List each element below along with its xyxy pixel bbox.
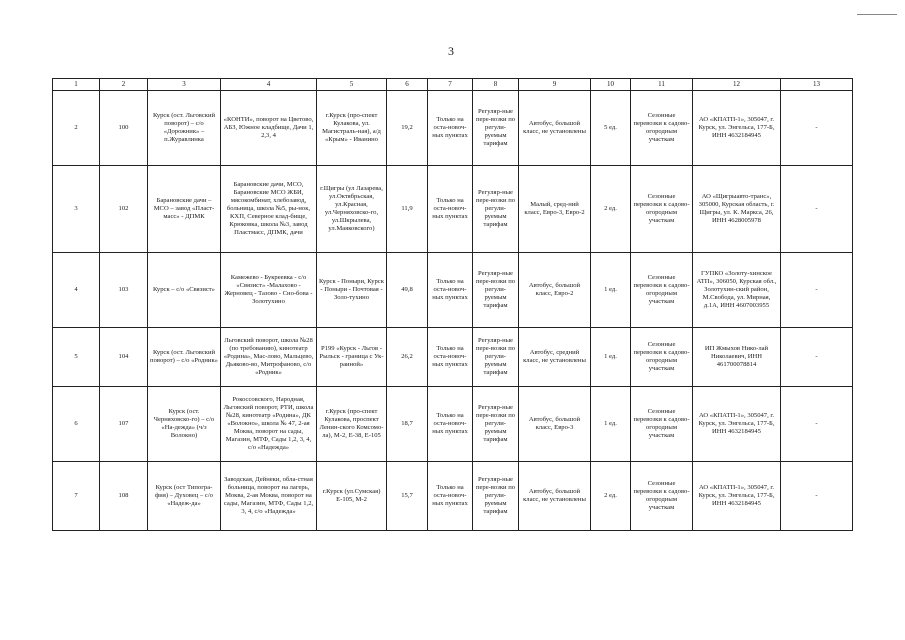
- table-row: [53, 166, 853, 253]
- route-number-cell: 104: [100, 328, 148, 387]
- route-register-table: [52, 78, 853, 531]
- route-name-cell: Курск – с/о «Связист»: [148, 253, 221, 328]
- column-number: 3: [148, 79, 221, 91]
- stop-order-cell: Только на оста-новоч-ных пунктах: [428, 328, 473, 387]
- column-number: 7: [428, 79, 473, 91]
- transport-type-cell: Регуляр-ные пере-возки по регули-руемым тарифам: [473, 166, 519, 253]
- schedule-cell: Сезонные перевозки к садово-огородным участкам: [631, 387, 693, 462]
- transport-type-cell: Регуляр-ные пере-возки по регули-руемым тарифам: [473, 462, 519, 531]
- note-cell: -: [781, 166, 853, 253]
- stops-cell: Льговский поворот, школа №28 (по требованию), кинотеатр «Родина», Мас-лово, Мальцево, Дьяково-во, Митрофаново, с/о «Родник»: [221, 328, 317, 387]
- route-name-cell: Курск (ост. Льговский поворот) – с/о «Родник»: [148, 328, 221, 387]
- note-cell: -: [781, 328, 853, 387]
- length-cell: 26,2: [387, 328, 428, 387]
- route-number-cell: 107: [100, 387, 148, 462]
- stops-cell: Рокоссовского, Народная, Льговский поворот, РТИ, школа №28, кинотеатр «Родина», ДК «Волокно», школа № 47, 2-ая Моква, поворот на сады, Магазин, МТФ, Сады 1,2, 3, 4, с/о «Надежда»: [221, 387, 317, 462]
- length-cell: 11,9: [387, 166, 428, 253]
- note-cell: -: [781, 253, 853, 328]
- table-row: [53, 462, 853, 531]
- streets-cell: г.Курск (ул.Сумская) Е-105, М-2: [317, 462, 387, 531]
- schedule-cell: Сезонные перевозки к садово-огородным участкам: [631, 328, 693, 387]
- column-number: 9: [519, 79, 591, 91]
- streets-cell: Курск - Поныри, Курск - Поныри - Почтовая - Золо-тухино: [317, 253, 387, 328]
- route-number-cell: 108: [100, 462, 148, 531]
- streets-cell: Р199 «Курск - Льгов - Рыльск - граница с Ук-раиной»: [317, 328, 387, 387]
- schedule-cell: Сезонные перевозки к садово-огородным участкам: [631, 91, 693, 166]
- carrier-cell: ГУПКО «Золоту-хинское АТП», 306050, Курская обл., Золотухин-ский район, М.Свобода, ул. Мирная, д.1А, ИНН 4607003955: [693, 253, 781, 328]
- vehicle-count-cell: 5 ед.: [591, 91, 631, 166]
- route-name-cell: Курск (ост. Льговский поворот) – с/о «Дорожник» – п.Журавлинка: [148, 91, 221, 166]
- table-row: [53, 91, 853, 166]
- stops-cell: «КОНТИ», поворот на Цветово, АБЗ, Южное кладбище, Дачи 1, 2,3, 4: [221, 91, 317, 166]
- column-number: 1: [53, 79, 100, 91]
- stop-order-cell: Только на оста-новоч-ных пунктах: [428, 462, 473, 531]
- note-cell: -: [781, 462, 853, 531]
- streets-cell: г.Курск (про-спект Кулакова, проспект Ленин-ского Комсомо-ла), М-2, Е-38, Е-105: [317, 387, 387, 462]
- column-number: 13: [781, 79, 853, 91]
- schedule-cell: Сезонные перевозки к садово-огородным участкам: [631, 166, 693, 253]
- column-number: 2: [100, 79, 148, 91]
- row-number-cell: 6: [53, 387, 100, 462]
- page-number: 3: [448, 44, 454, 58]
- column-number: 11: [631, 79, 693, 91]
- column-number: 6: [387, 79, 428, 91]
- vehicle-class-cell: Автобус, средний класс, не установлены: [519, 328, 591, 387]
- stops-cell: Барановские дачи, МСО, Барановские МСО ЖБИ, мясокомбинат, хлебозавод, больница, школа №5, ры-нок, КХП, Северное клад-бище, Крюковка, школа №3, завод Пластмасс, ДПМК, дачи: [221, 166, 317, 253]
- vehicle-class-cell: Малый, сред-ний класс, Евро-3, Евро-2: [519, 166, 591, 253]
- transport-type-cell: Регуляр-ные пере-возки по регули-руемым тарифам: [473, 387, 519, 462]
- column-number: 4: [221, 79, 317, 91]
- transport-type-cell: Регуляр-ные пере-возки по регули-руемым тарифам: [473, 91, 519, 166]
- route-number-cell: 103: [100, 253, 148, 328]
- vehicle-count-cell: 2 ед.: [591, 166, 631, 253]
- length-cell: 18,7: [387, 387, 428, 462]
- route-name-cell: Курск (ост Типогра-фия) – Духовец – с/о «Надеж-да»: [148, 462, 221, 531]
- row-number-cell: 7: [53, 462, 100, 531]
- stop-order-cell: Только на оста-новоч-ных пунктах: [428, 166, 473, 253]
- vehicle-class-cell: Автобус, большой класс, Евро-2: [519, 253, 591, 328]
- column-number: 10: [591, 79, 631, 91]
- row-number-cell: 2: [53, 91, 100, 166]
- carrier-cell: АО «КПАТП-1», 305047, г. Курск, ул. Энгельса, 177-Б, ИНН 4632184945: [693, 387, 781, 462]
- vehicle-class-cell: Автобус, большой класс, не установлены: [519, 91, 591, 166]
- length-cell: 15,7: [387, 462, 428, 531]
- transport-type-cell: Регуляр-ные пере-возки по регули-руемым тарифам: [473, 253, 519, 328]
- schedule-cell: Сезонные перевозки к садово-огородным участкам: [631, 462, 693, 531]
- vehicle-count-cell: 1 ед.: [591, 387, 631, 462]
- column-number: 8: [473, 79, 519, 91]
- vehicle-count-cell: 1 ед.: [591, 328, 631, 387]
- streets-cell: г.Курск (про-спект Кулакова, ул. Магистраль-ная), а/д «Крым» - Иванино: [317, 91, 387, 166]
- row-number-cell: 3: [53, 166, 100, 253]
- stop-order-cell: Только на оста-новоч-ных пунктах: [428, 387, 473, 462]
- row-number-cell: 4: [53, 253, 100, 328]
- column-number-row: [53, 79, 853, 91]
- table-row: [53, 387, 853, 462]
- carrier-cell: АО «КПАТП-1», 305047, г. Курск, ул. Энгельса, 177-Б, ИНН 4632184945: [693, 91, 781, 166]
- stops-cell: Заводская, Дейнеки, обла-стная больница, поворот на лагерь, Моква, 2-ая Моква, поворот на сады, Магазин, МТФ, Сады 1,2, 3, 4, с/о «Надежда»: [221, 462, 317, 531]
- column-number: 5: [317, 79, 387, 91]
- carrier-cell: АО «Щигрыавто-транс», 305000, Курская область, г. Щигры, ул. К. Маркса, 26, ИНН 4628005978: [693, 166, 781, 253]
- table-row: [53, 328, 853, 387]
- transport-type-cell: Регуляр-ные пере-возки по регули-руемым тарифам: [473, 328, 519, 387]
- route-name-cell: Барановские дачи – МСО – завод «Пласт-масс» - ДПМК: [148, 166, 221, 253]
- length-cell: 49,8: [387, 253, 428, 328]
- route-number-cell: 100: [100, 91, 148, 166]
- table-row: [53, 253, 853, 328]
- length-cell: 19,2: [387, 91, 428, 166]
- route-name-cell: Курск (ост. Черняховско-го) – с/о «На-дежда» (ч/з Волокно): [148, 387, 221, 462]
- carrier-cell: ИП Жмыхов Нико-лай Николаевич, ИНН 461700078814: [693, 328, 781, 387]
- vehicle-count-cell: 2 ед.: [591, 462, 631, 531]
- stop-order-cell: Только на оста-новоч-ных пунктах: [428, 253, 473, 328]
- stops-cell: Камежево - Букреевка - с/о «Связист» -Малахово - Жерновец - Тазово - Сно-бова - Золотухино: [221, 253, 317, 328]
- schedule-cell: Сезонные перевозки к садово-огородным участкам: [631, 253, 693, 328]
- vehicle-class-cell: Автобус, большой класс, не установлены: [519, 462, 591, 531]
- note-cell: -: [781, 387, 853, 462]
- stop-order-cell: Только на оста-новоч-ных пунктах: [428, 91, 473, 166]
- corner-mark: [857, 14, 897, 15]
- carrier-cell: АО «КПАТП-1», 305047, г. Курск, ул. Энгельса, 177-Б, ИНН 4632184945: [693, 462, 781, 531]
- vehicle-class-cell: Автобус, большой класс, Евро-3: [519, 387, 591, 462]
- note-cell: -: [781, 91, 853, 166]
- column-number: 12: [693, 79, 781, 91]
- streets-cell: г.Щигры (ул Лазарева, ул.Октябрьская, ул.Красная, ул.Черняховско-го, ул.Шкрылева, ул.Маяковского): [317, 166, 387, 253]
- route-number-cell: 102: [100, 166, 148, 253]
- row-number-cell: 5: [53, 328, 100, 387]
- vehicle-count-cell: 1 ед.: [591, 253, 631, 328]
